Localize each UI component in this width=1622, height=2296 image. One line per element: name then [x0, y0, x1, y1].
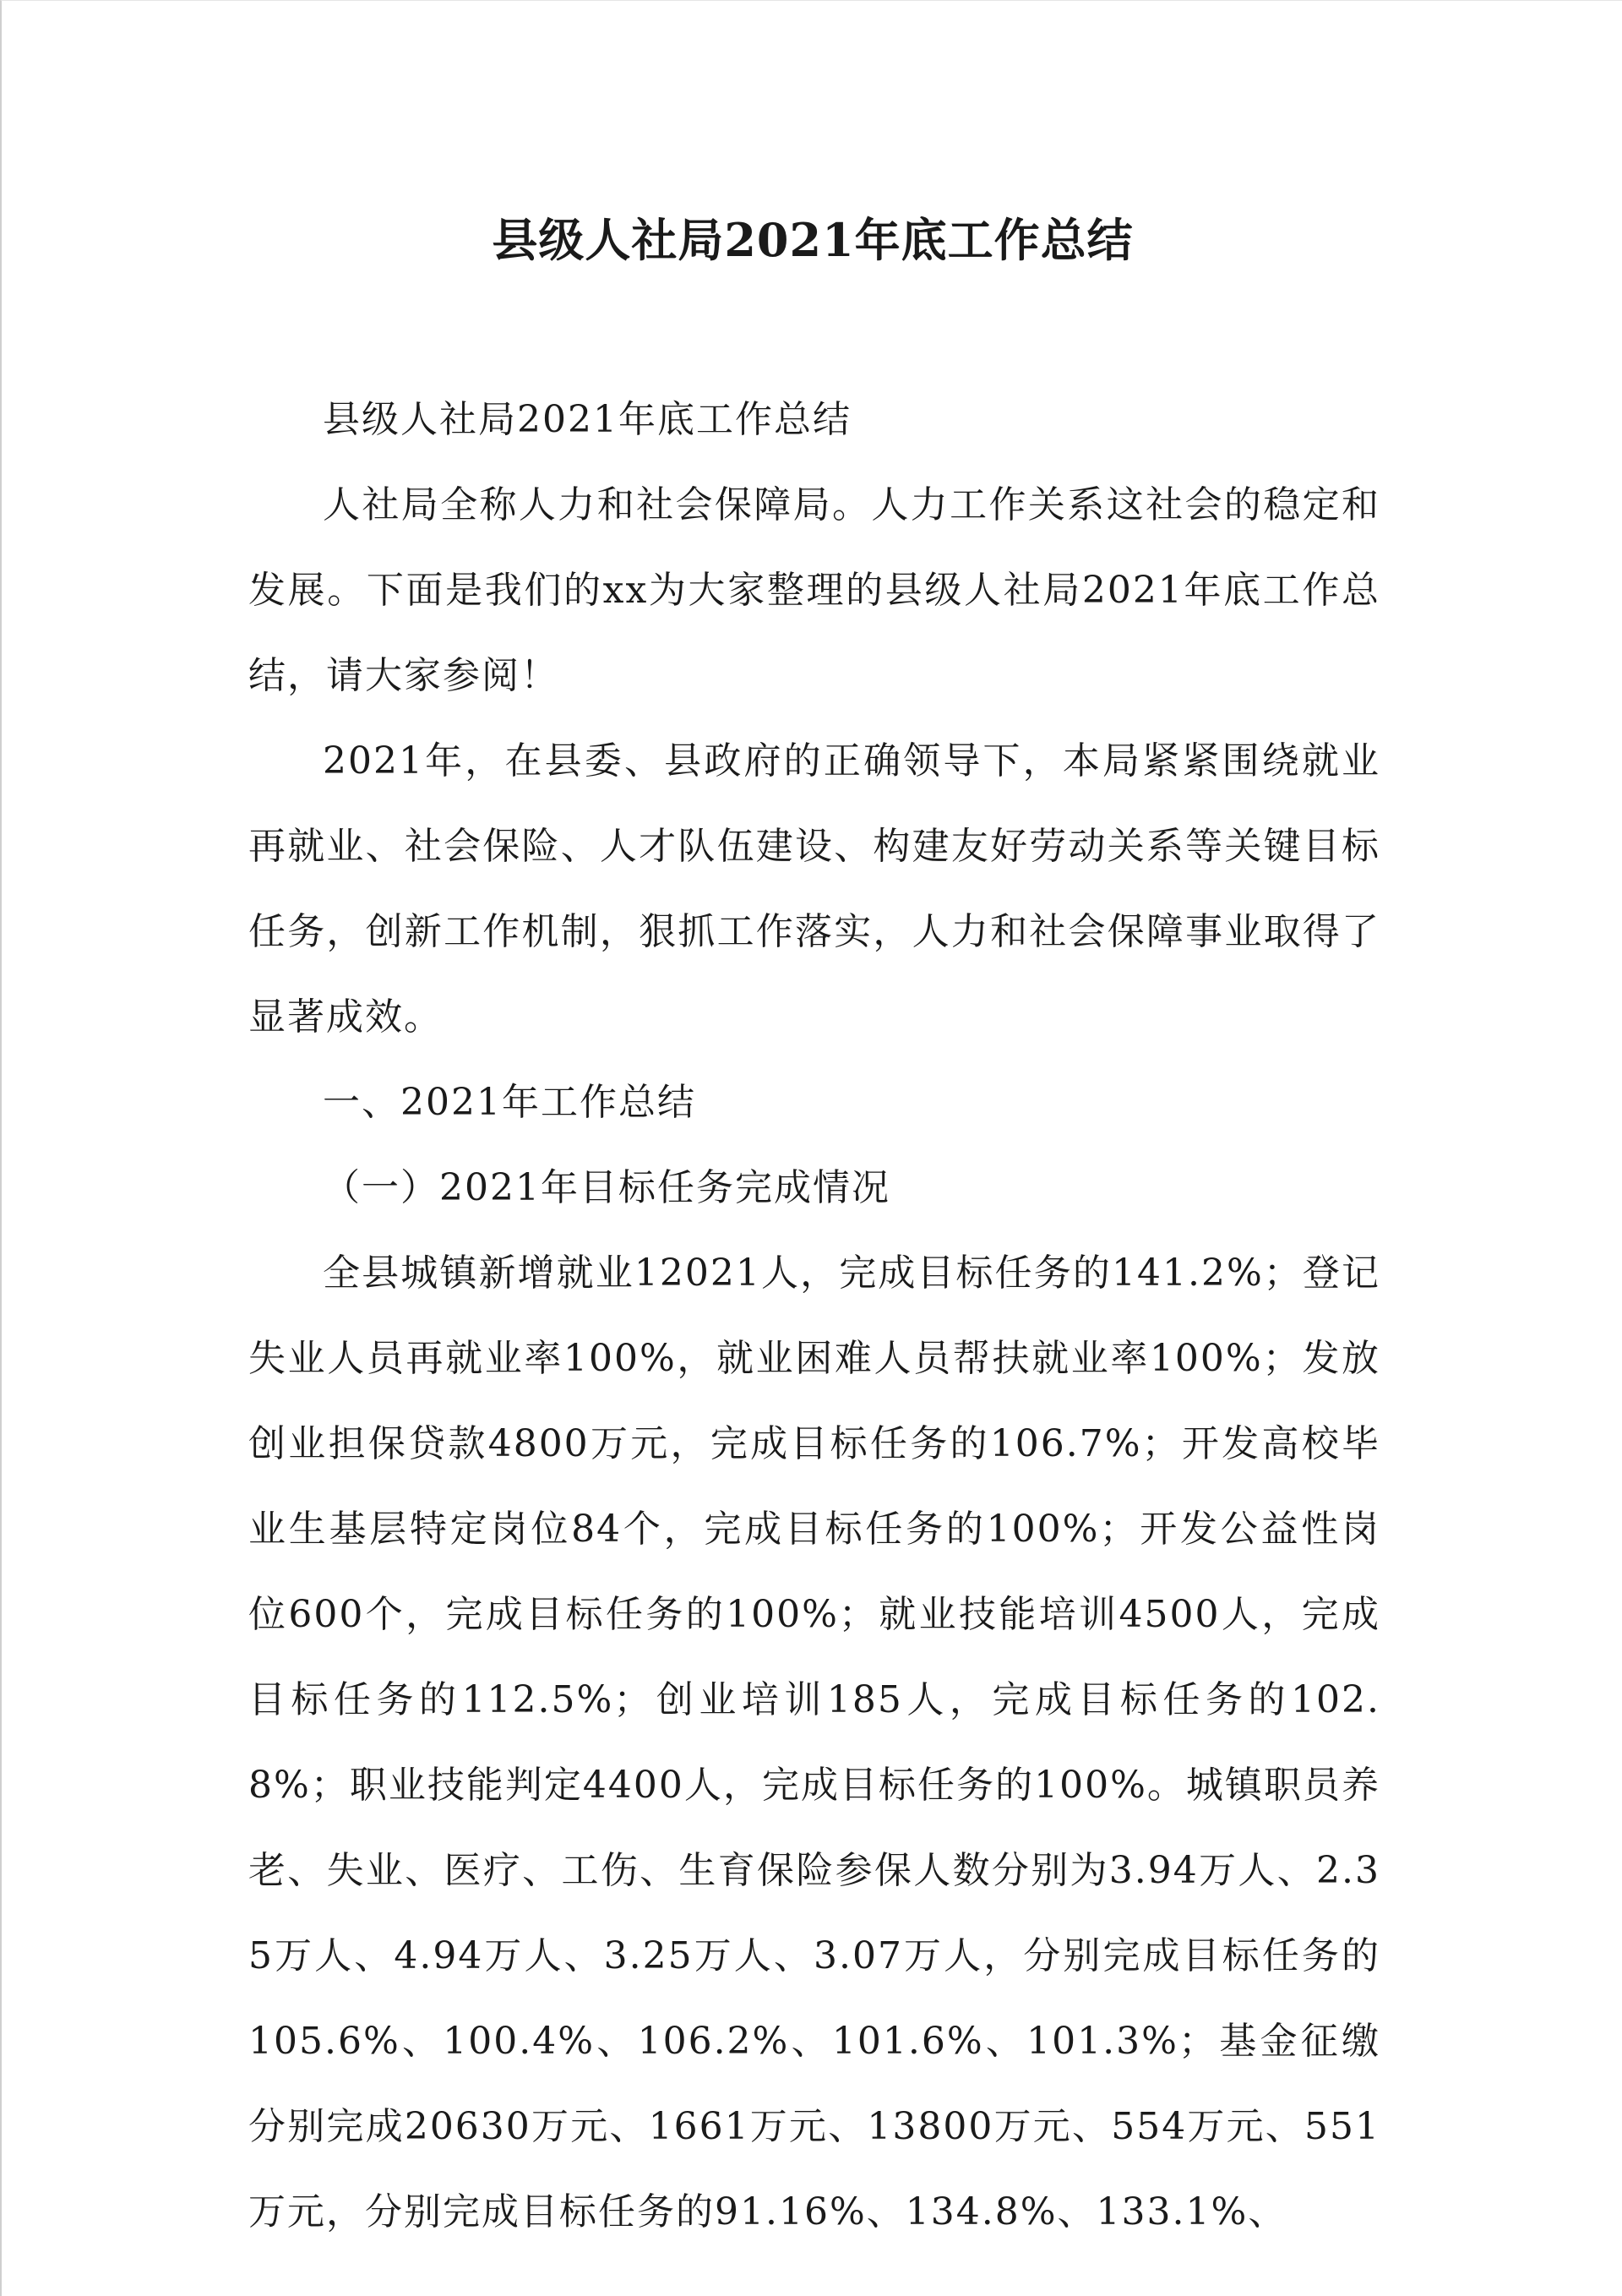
overview-paragraph: 2021年，在县委、县政府的正确领导下，本局紧紧围绕就业再就业、社会保险、人才队伍建设、构建友好劳动关系等关键目标任务，创新工作机制，狠抓工作落实，人力和社会保障事业取得了显著成效。 — [248, 739, 1380, 1039]
intro-paragraph: 人社局全称人力和社会保障局。人力工作关系这社会的稳定和发展。下面是我们的xx为大家整理的县级人社局2021年底工作总结，请大家参阅！ — [248, 483, 1380, 697]
subsection-heading: （一）2021年目标任务完成情况 — [323, 1166, 890, 1209]
section-heading: 一、2021年工作总结 — [323, 1081, 696, 1124]
document-body — [248, 377, 1380, 2255]
subtitle-paragraph: 县级人社局2021年底工作总结 — [323, 398, 852, 441]
statistics-paragraph: 全县城镇新增就业12021人，完成目标任务的141.2%；登记失业人员再就业率100%，就业困难人员帮扶就业率100%；发放创业担保贷款4800万元，完成目标任务的106.7%；开发高校毕业生基层特定岗位84个，完成目标任务的100%；开发公益性岗位600个，完成目标任务的100%；就业技能培训4500人，完成目标任务的112.5%；创业培训185人，完成目标任务的102.8%；职业技能判定4400人，完成目标任务的100%。城镇职员养老、失业、医疗、工伤、生育保险参保人数分别为3.94万人、2.35万人、4.94万人、3.25万人、3.07万人，分别完成目标任务的105.6%、100.4%、106.2%、101.6%、101.3%；基金征缴分别完成20630万元、1661万元、13800万元、554万元、551万元，分别完成目标任务的91.16%、134.8%、133.1%、 — [248, 1252, 1380, 2233]
document-title: 县级人社局2021年底工作总结 — [492, 213, 1134, 267]
